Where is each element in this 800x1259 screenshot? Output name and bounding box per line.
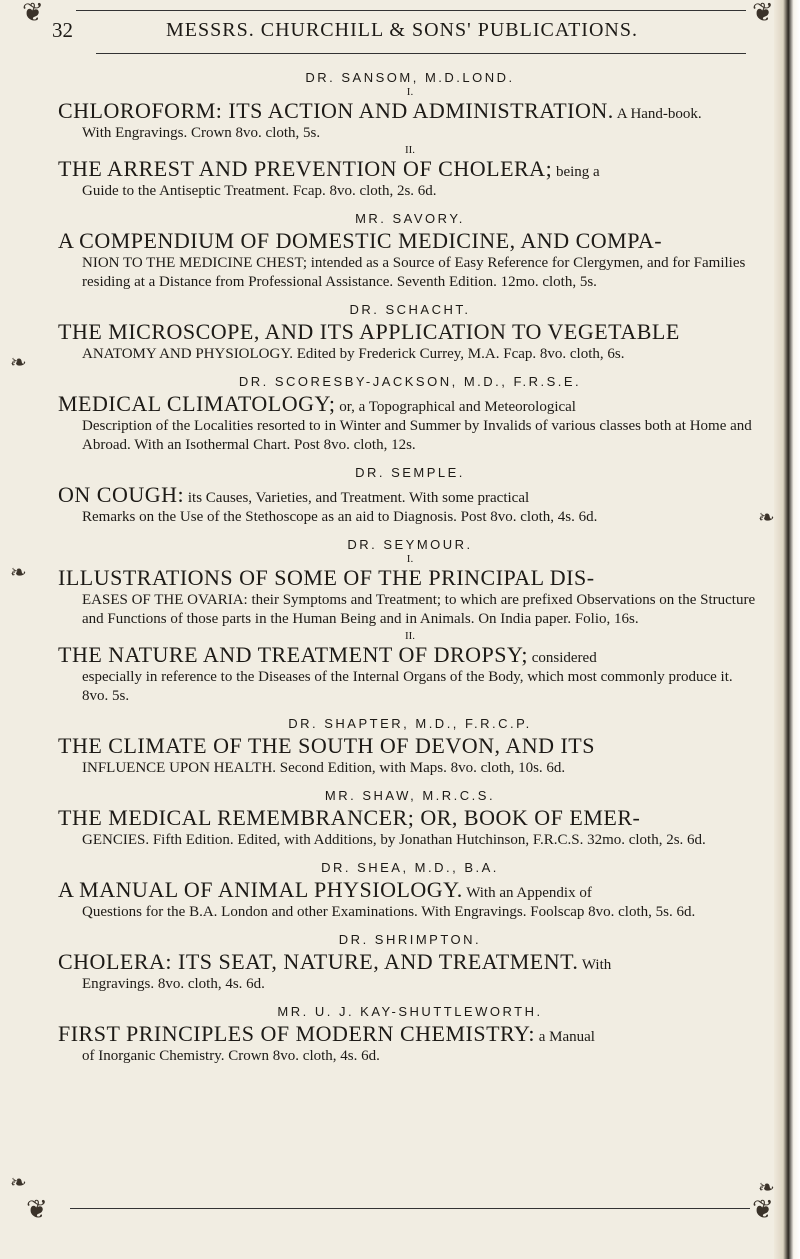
book-title: ON COUGH: bbox=[58, 482, 185, 507]
author-heading: DR. SHEA, M.D., B.A. bbox=[321, 860, 499, 875]
book-entry bbox=[58, 642, 762, 706]
book-entry bbox=[58, 391, 762, 455]
volume-numeral: II. bbox=[404, 144, 416, 156]
author-heading: DR. SCHACHT. bbox=[349, 302, 471, 317]
author-heading: MR. U. J. KAY-SHUTTLEWORTH. bbox=[277, 1004, 543, 1019]
book-entry bbox=[58, 733, 762, 778]
volume-numeral: II. bbox=[404, 630, 416, 642]
book-title: A COMPENDIUM OF DOMESTIC MEDICINE, AND COMPA- bbox=[58, 228, 663, 253]
book-title: FIRST PRINCIPLES OF MODERN CHEMISTRY: bbox=[58, 1021, 535, 1046]
book-description: considered bbox=[527, 650, 597, 666]
floral-ornament-icon: ❦ bbox=[26, 1195, 48, 1224]
author-heading: DR. SCORESBY-JACKSON, M.D., F.R.S.E. bbox=[238, 374, 582, 389]
floral-border-icon: ❧ bbox=[10, 562, 27, 584]
book-description: being a bbox=[552, 164, 600, 180]
book-entry bbox=[58, 228, 762, 292]
author-heading: MR. SHAW, M.R.C.S. bbox=[324, 788, 496, 803]
floral-ornament-icon: ❦ bbox=[752, 0, 774, 27]
book-entry bbox=[58, 565, 762, 629]
author-heading: DR. SANSOM, M.D.LOND. bbox=[305, 70, 515, 85]
book-title: THE MICROSCOPE, AND ITS APPLICATION TO VEGETABLE bbox=[58, 319, 680, 344]
book-entry bbox=[58, 482, 762, 527]
book-imprint: Guide to the Antiseptic Treatment. Fcap. 8vo. cloth, 2s. 6d. bbox=[82, 183, 437, 199]
author-heading: DR. SEYMOUR. bbox=[347, 537, 473, 552]
catalogue-entries bbox=[58, 60, 762, 1068]
page-header bbox=[52, 18, 768, 42]
author-heading: MR. SAVORY. bbox=[355, 211, 465, 226]
book-imprint: With Engravings. Crown 8vo. cloth, 5s. bbox=[82, 125, 321, 141]
top-rule bbox=[76, 10, 746, 11]
book-imprint: Description of the Localities resorted to in Winter and Summer by Invalids of various classes both at Home and Abroad. With an Isothermal Chart. Post 8vo. cloth, 12s. bbox=[82, 418, 752, 453]
bottom-rule bbox=[70, 1208, 750, 1209]
book-title: THE MEDICAL REMEMBRANCER; OR, BOOK OF EMER- bbox=[58, 805, 641, 830]
book-entry bbox=[58, 949, 762, 994]
book-entry bbox=[58, 1021, 762, 1066]
book-imprint: Engravings. 8vo. cloth, 4s. 6d. bbox=[82, 976, 265, 992]
book-title: CHLOROFORM: ITS ACTION AND ADMINISTRATION. bbox=[58, 98, 614, 123]
book-imprint: especially in reference to the Diseases of the Internal Organs of the Body, which most commonly produce it. 8vo. 5s. bbox=[82, 669, 733, 704]
book-title: THE NATURE AND TREATMENT OF DROPSY; bbox=[58, 642, 528, 667]
book-entry bbox=[58, 877, 762, 922]
floral-border-icon: ❧ bbox=[758, 507, 775, 529]
header-rule bbox=[96, 53, 746, 54]
book-imprint: ANATOMY AND PHYSIOLOGY. Edited by Frederick Currey, M.A. Fcap. 8vo. cloth, 6s. bbox=[82, 346, 625, 362]
book-description: a Manual bbox=[534, 1029, 595, 1045]
book-title: THE ARREST AND PREVENTION OF CHOLERA; bbox=[58, 156, 553, 181]
book-title: ILLUSTRATIONS OF SOME OF THE PRINCIPAL DIS- bbox=[58, 565, 595, 590]
book-entry bbox=[58, 805, 762, 850]
floral-ornament-icon: ❦ bbox=[22, 0, 44, 27]
book-title: CHOLERA: ITS SEAT, NATURE, AND TREATMENT. bbox=[58, 949, 579, 974]
book-entry bbox=[58, 98, 762, 143]
book-title: THE CLIMATE OF THE SOUTH OF DEVON, AND ITS bbox=[58, 733, 595, 758]
book-title: A MANUAL OF ANIMAL PHYSIOLOGY. bbox=[58, 877, 463, 902]
floral-border-icon: ❧ bbox=[10, 1172, 27, 1194]
book-entry bbox=[58, 319, 762, 364]
volume-numeral: I. bbox=[406, 553, 414, 565]
book-imprint: EASES OF THE OVARIA: their Symptoms and Treatment; to which are prefixed Observations on the Structure and Functions of those parts in the Human Being and in Animals. On India paper. Folio, 16s. bbox=[82, 592, 756, 627]
floral-border-icon: ❧ bbox=[758, 1177, 775, 1199]
book-imprint: INFLUENCE UPON HEALTH. Second Edition, with Maps. 8vo. cloth, 10s. 6d. bbox=[82, 760, 566, 776]
book-imprint: of Inorganic Chemistry. Crown 8vo. cloth, 4s. 6d. bbox=[82, 1048, 380, 1064]
book-imprint: Remarks on the Use of the Stethoscope as an aid to Diagnosis. Post 8vo. cloth, 4s. 6d. bbox=[82, 509, 598, 525]
book-imprint: NION TO THE MEDICINE CHEST; intended as a Source of Easy Reference for Clergymen, and for Families residing at a Distance from Professional Assistance. Seventh Edition. 12mo. cloth, 5s. bbox=[82, 255, 746, 290]
author-heading: DR. SEMPLE. bbox=[355, 465, 465, 480]
author-heading: DR. SHRIMPTON. bbox=[338, 932, 482, 947]
floral-ornament-icon: ❦ bbox=[752, 1195, 774, 1224]
page-number: 32 bbox=[52, 17, 73, 42]
book-entry bbox=[58, 156, 762, 201]
book-title: MEDICAL CLIMATOLOGY; bbox=[58, 391, 336, 416]
volume-numeral: I. bbox=[406, 86, 414, 98]
book-imprint: GENCIES. Fifth Edition. Edited, with Additions, by Jonathan Hutchinson, F.R.C.S. 32mo. cloth, 2s. 6d. bbox=[82, 832, 706, 848]
book-description: With an Appendix of bbox=[462, 885, 592, 901]
running-title: MESSRS. CHURCHILL & SONS' PUBLICATIONS. bbox=[166, 18, 638, 41]
book-imprint: Questions for the B.A. London and other Examinations. With Engravings. Foolscap 8vo. cloth, 5s. 6d. bbox=[82, 904, 696, 920]
page-edge-shadow bbox=[774, 0, 800, 1259]
floral-border-icon: ❧ bbox=[10, 352, 27, 374]
author-heading: DR. SHAPTER, M.D., F.R.C.P. bbox=[288, 716, 532, 731]
book-description: or, a Topographical and Meteorological bbox=[335, 399, 576, 415]
book-description: A Hand-book. bbox=[613, 106, 702, 122]
book-description: its Causes, Varieties, and Treatment. With some practical bbox=[184, 490, 530, 506]
book-description: With bbox=[578, 957, 612, 973]
